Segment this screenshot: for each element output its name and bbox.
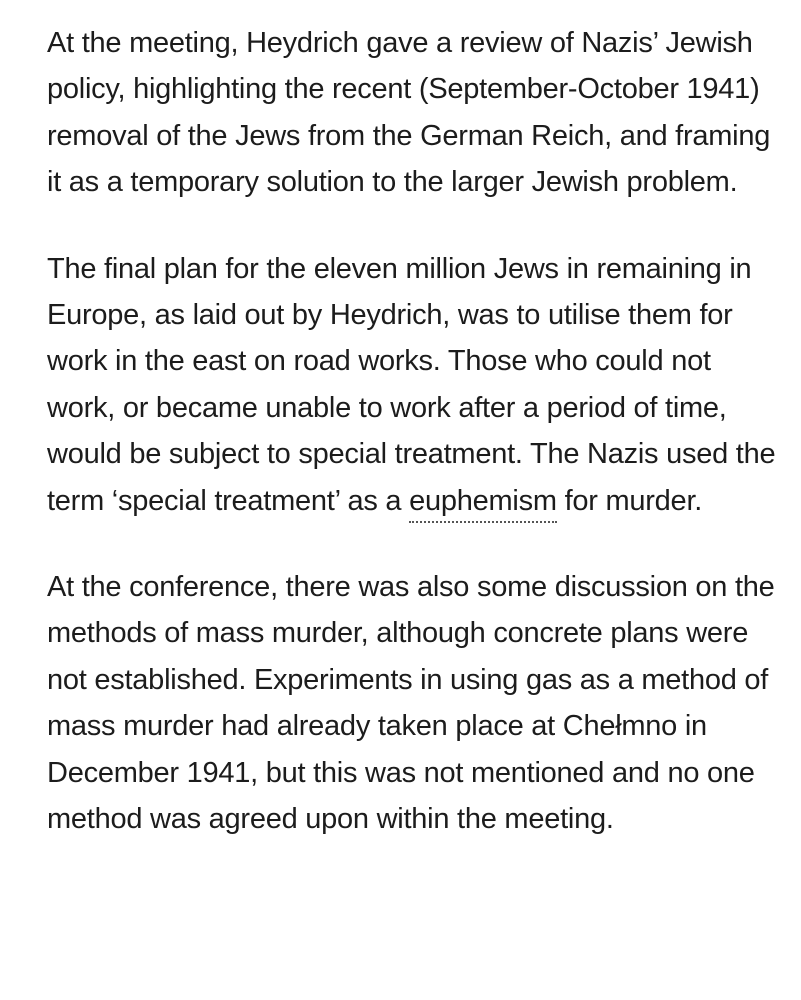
glossary-term-euphemism[interactable]: euphemism [409,485,557,523]
paragraph-text-before-term: The final plan for the eleven million Jews in remaining in Europe, as laid out by Heydrich, was to utilise them for work in the east on road works. Those who could not work, or became unable to work after a period of time, would be subject to special treatment. The Nazis used the term ‘special treatment’ as a [47,252,776,517]
article-body [47,20,777,883]
paragraph-final-plan [47,246,777,524]
paragraph-mass-murder-methods: At the conference, there was also some discussion on the methods of mass murder, although concrete plans were not established. Experiments in using gas as a method of mass murder had already taken place at Chełmno in December 1941, but this was not mentioned and no one method was agreed upon within the meeting. [47,571,775,836]
paragraph-text-after-term: for murder. [556,484,703,517]
paragraph-heydrich-review: At the meeting, Heydrich gave a review of Nazis’ Jewish policy, highlighting the recent (September-October 1941) removal of the Jews from the German Reich, and framing it as a temporary solution to the larger Jewish problem. [47,27,771,199]
